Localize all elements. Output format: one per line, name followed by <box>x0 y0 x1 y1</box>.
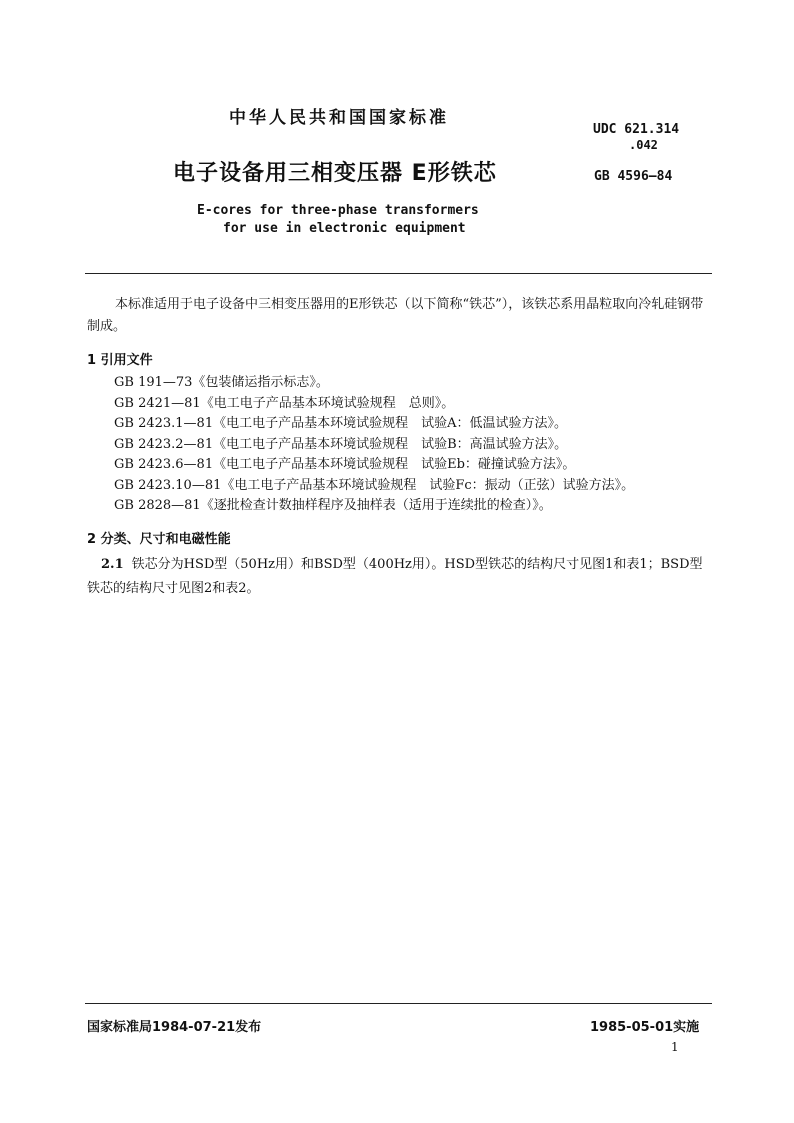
reference-item: GB 2423.10—81《电工电子产品基本环境试验规程 试验Fc：振动（正弦）试验方法》。 <box>114 477 635 493</box>
footer-divider <box>85 1003 712 1004</box>
udc-code-line1: UDC 621.314 <box>593 122 680 137</box>
page-number: 1 <box>671 1040 679 1054</box>
implementation-date: 1985-05-01实施 <box>590 1020 700 1035</box>
header-divider <box>85 273 712 274</box>
clause-text: 铁芯分为HSD型（50Hz用）和BSD型（400Hz用）。HSD型铁芯的结构尺寸见图1和表1；BSD型铁芯的结构尺寸见图2和表2。 <box>87 557 703 596</box>
section-1-heading: 1 引用文件 <box>87 353 153 368</box>
intro-paragraph: 本标准适用于电子设备中三相变压器用的E形铁芯（以下简称“铁芯”），该铁芯系用晶粒取向冷轧硅钢带制成。 <box>87 297 704 334</box>
document-title-english-line1: E-cores for three-phase transformers <box>197 203 479 218</box>
issue-date: 国家标准局1984-07-21发布 <box>87 1020 262 1035</box>
standard-number: GB 4596—84 <box>594 169 673 184</box>
clause-2-1 <box>87 553 712 601</box>
reference-item: GB 2423.6—81《电工电子产品基本环境试验规程 试验Eb：碰撞试验方法》。 <box>114 457 576 472</box>
reference-item: GB 2828—81《逐批检查计数抽样程序及抽样表（适用于连续批的检查）》。 <box>114 498 552 513</box>
udc-code-line2: .042 <box>629 138 658 152</box>
document-title-english-line2: for use in electronic equipment <box>223 221 466 236</box>
clause-number: 2.1 <box>101 557 124 572</box>
document-title-chinese: 电子设备用三相变压器 E形铁芯 <box>173 161 497 186</box>
national-standard-label: 中华人民共和国国家标准 <box>229 108 449 128</box>
section-2-heading: 2 分类、尺寸和电磁性能 <box>87 532 231 547</box>
reference-item: GB 191—73《包装储运指示标志》。 <box>114 375 329 390</box>
reference-item: GB 2421—81《电工电子产品基本环境试验规程 总则》。 <box>114 395 455 411</box>
reference-item: GB 2423.1—81《电工电子产品基本环境试验规程 试验A：低温试验方法》。 <box>114 416 567 431</box>
reference-list <box>114 373 634 517</box>
reference-item: GB 2423.2—81《电工电子产品基本环境试验规程 试验B：高温试验方法》。 <box>114 436 568 452</box>
